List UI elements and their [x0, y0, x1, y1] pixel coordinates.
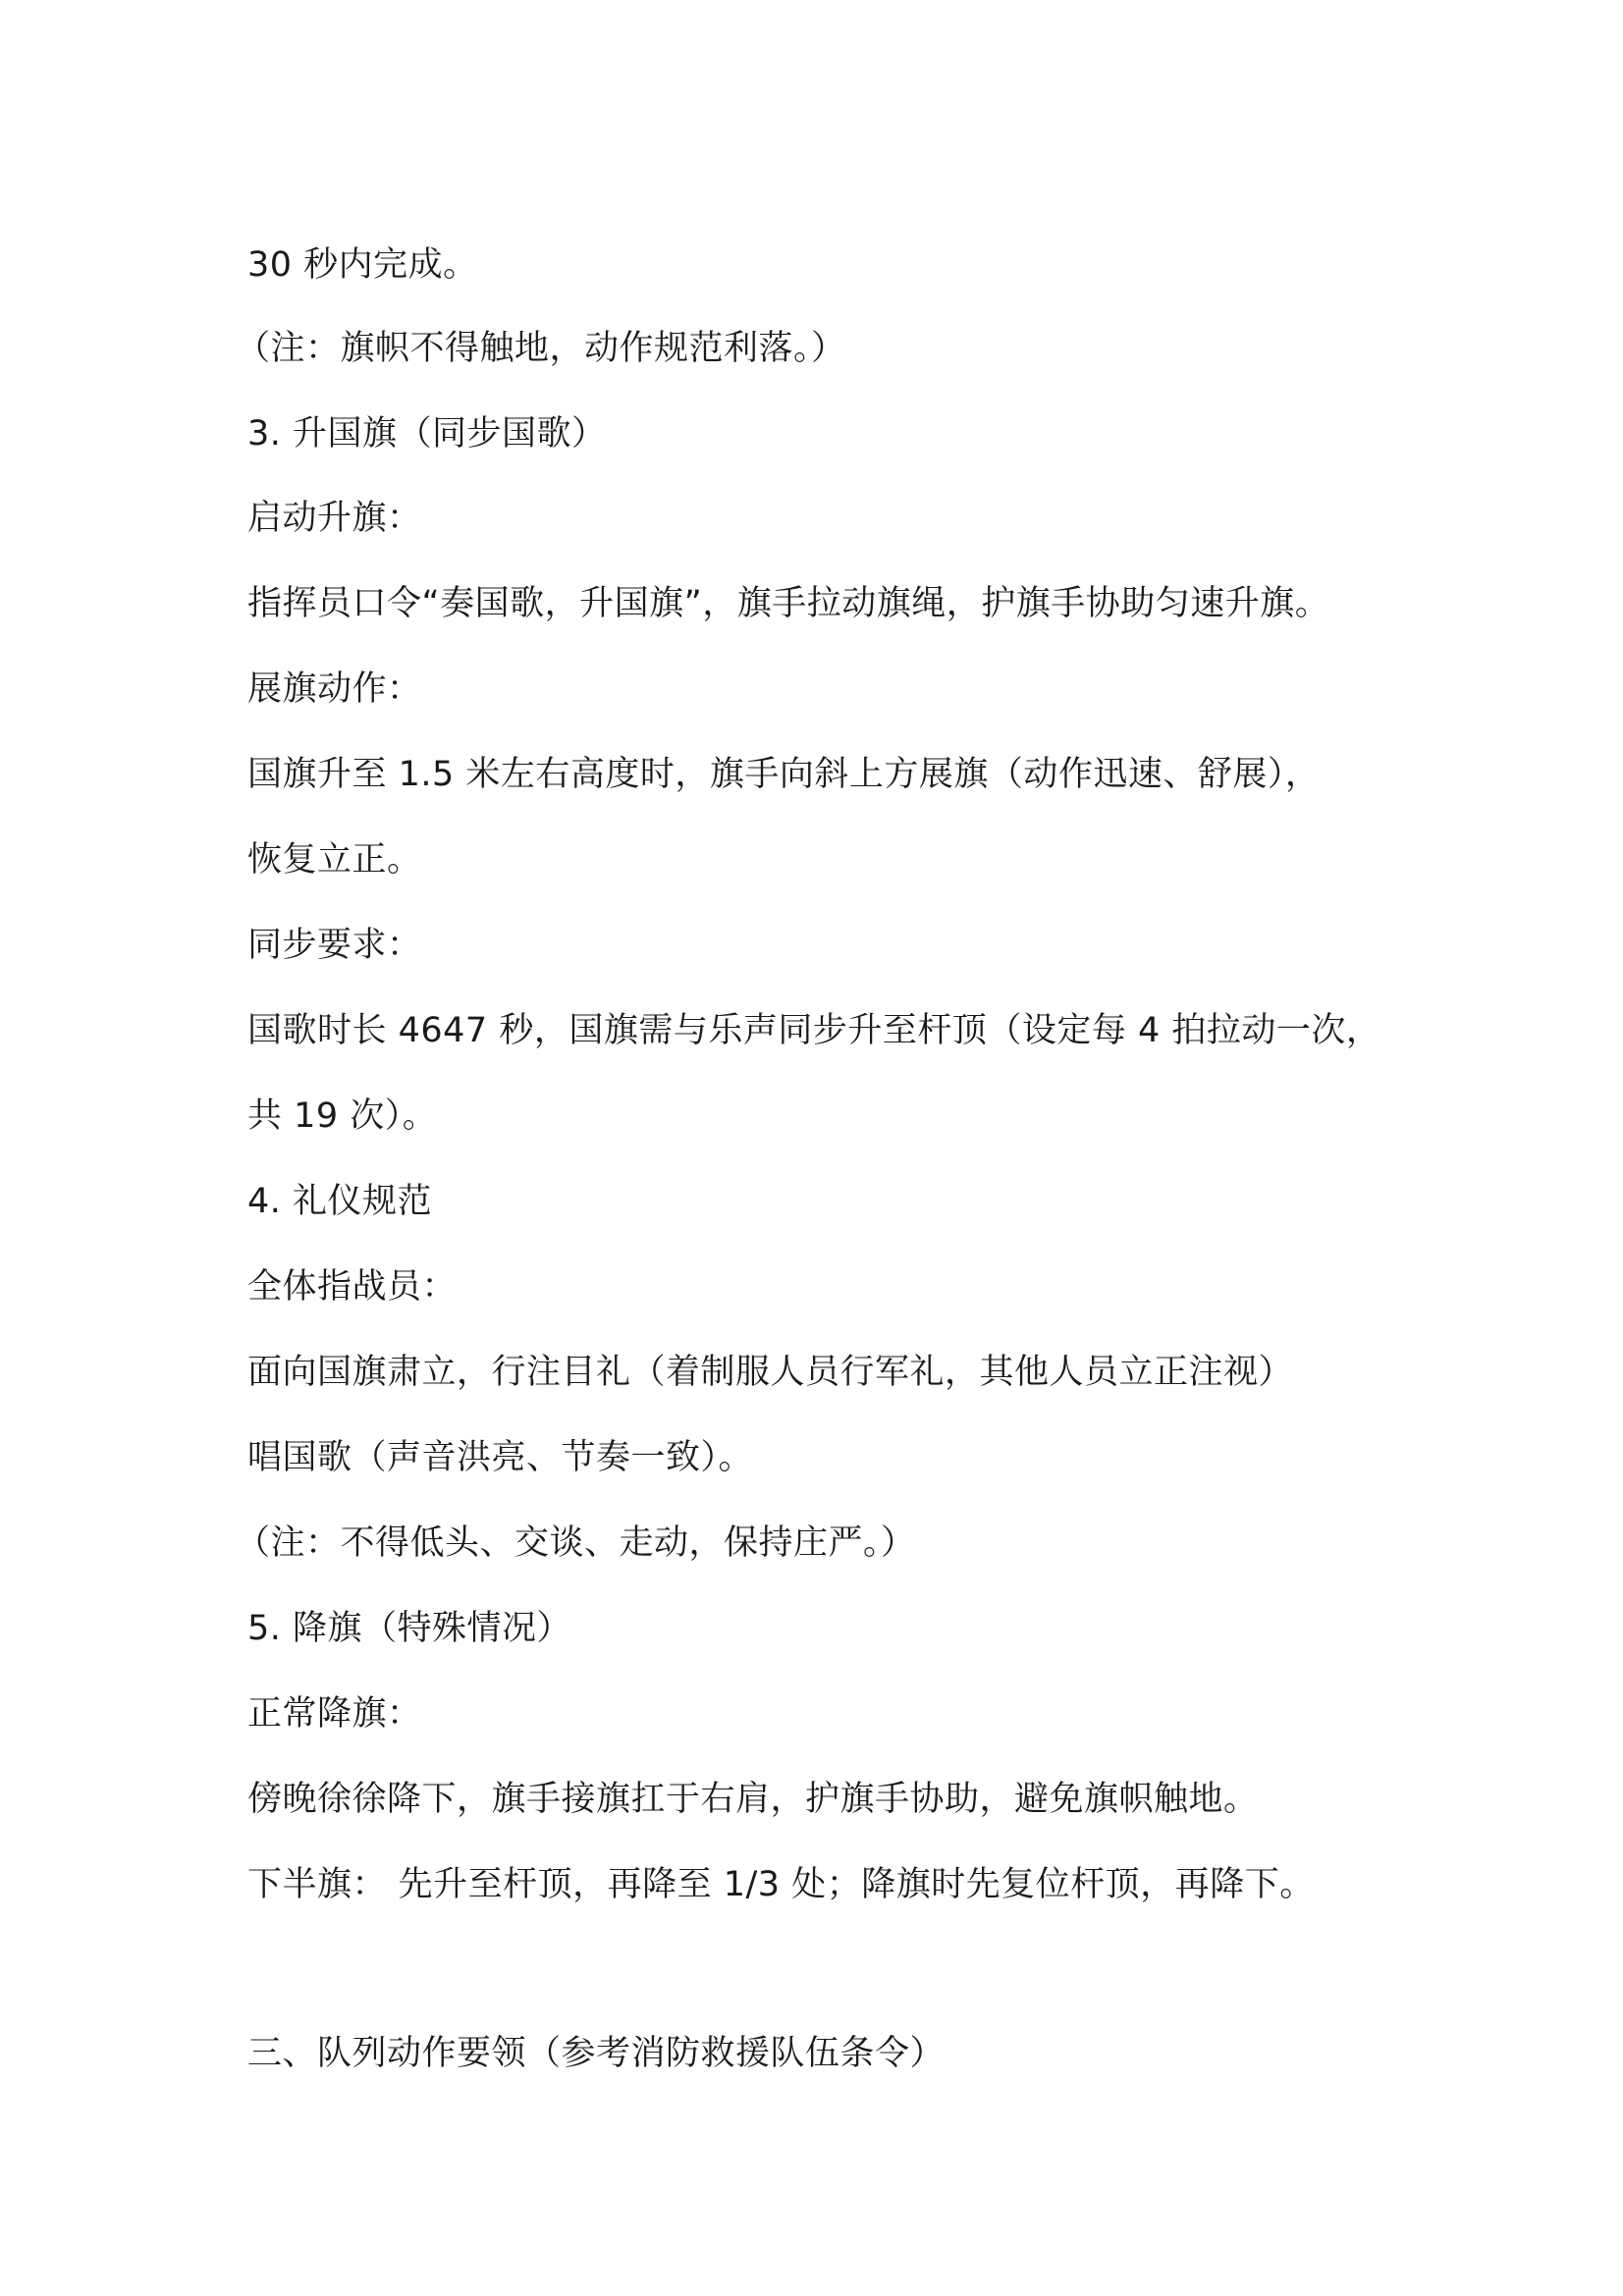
body-text: 下半旗： 先升至杆顶，再降至 1/3 处；降旗时先复位杆顶，再降下。 — [247, 1865, 1315, 1904]
subheading: 展旗动作： — [247, 669, 422, 709]
body-text: 唱国歌（声音洪亮、节奏一致）。 — [247, 1438, 754, 1477]
body-text: 共 19 次）。 — [247, 1096, 438, 1136]
body-text: 国旗升至 1.5 米左右高度时，旗手向斜上方展旗（动作迅速、舒展）， — [247, 755, 1321, 794]
section-heading: 3. 升国旗（同步国歌） — [247, 414, 607, 454]
body-text: 30 秒内完成。 — [247, 245, 478, 285]
section-heading: 4. 礼仪规范 — [247, 1182, 433, 1221]
subheading: 同步要求： — [247, 926, 422, 965]
subheading: 全体指战员： — [247, 1267, 458, 1307]
body-text: 恢复立正。 — [247, 840, 422, 880]
section-heading: 5. 降旗（特殊情况） — [247, 1609, 572, 1648]
subheading: 启动升旗： — [247, 499, 422, 538]
body-text: 面向国旗肃立，行注目礼（着制服人员行军礼，其他人员立正注视） — [247, 1353, 1294, 1392]
body-text: 傍晚徐徐降下，旗手接旗扛于右肩，护旗手协助，避免旗帜触地。 — [247, 1780, 1259, 1819]
subheading: 正常降旗： — [247, 1694, 422, 1734]
chapter-heading: 三、队列动作要领（参考消防救援队伍条令） — [247, 2034, 946, 2073]
note-text: （注：不得低头、交谈、走动，保持庄严。） — [236, 1523, 916, 1563]
note-text: （注：旗帜不得触地，动作规范利落。） — [236, 329, 846, 368]
body-text: 指挥员口令“奏国歌，升国旗”，旗手拉动旗绳，护旗手协助匀速升旗。 — [247, 584, 1330, 623]
body-text: 国歌时长 4647 秒，国旗需与乐声同步升至杆顶（设定每 4 拍拉动一次， — [247, 1011, 1381, 1050]
